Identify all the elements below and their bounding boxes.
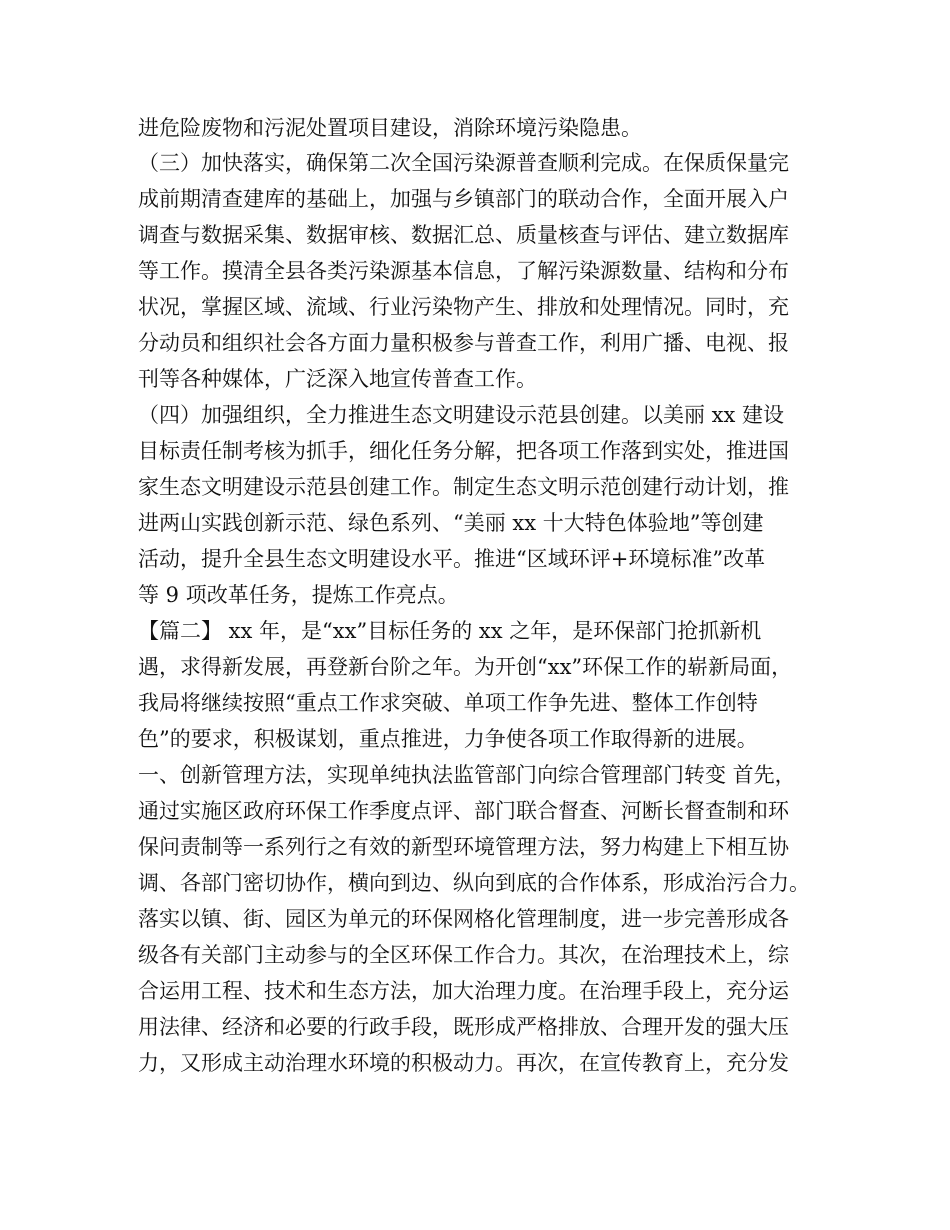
text-line: 遇，求得新发展，再登新台阶之年。为开创“xx”环保工作的崭新局面， <box>138 655 793 679</box>
text-line: 等 9 项改革任务，提炼工作亮点。 <box>138 583 459 607</box>
text-line: 落实以镇、街、园区为单元的环保网格化管理制度，进一步完善形成各 <box>138 907 789 931</box>
text-line: 成前期清查建库的基础上，加强与乡镇部门的联动合作，全面开展入户 <box>138 187 789 211</box>
text-line: 合运用工程、技术和生态方法，加大治理力度。在治理手段上，充分运 <box>138 979 789 1003</box>
text-line: 保问责制等一系列行之有效的新型环境管理方法，努力构建上下相互协 <box>138 835 789 859</box>
text-line: 状况，掌握区域、流域、行业污染物产生、排放和处理情况。同时，充 <box>138 295 789 319</box>
text-line: 力，又形成主动治理水环境的积极动力。再次，在宣传教育上，充分发 <box>138 1051 789 1075</box>
text-line: 通过实施区政府环保工作季度点评、部门联合督查、河断长督查制和环 <box>138 799 789 823</box>
text-line: 分动员和组织社会各方面力量积极参与普查工作，利用广播、电视、报 <box>138 331 789 355</box>
text-line: 进危险废物和污泥处置项目建设，消除环境污染隐患。 <box>138 116 642 140</box>
text-line: 一、创新管理方法，实现单纯执法监管部门向综合管理部门转变 首先， <box>138 763 796 787</box>
text-line: 色”的要求，积极谋划，重点推进，力争使各项工作取得新的进展。 <box>138 727 758 751</box>
text-line: 用法律、经济和必要的行政手段，既形成严格排放、合理开发的强大压 <box>138 1015 789 1039</box>
text-line: 目标责任制考核为抓手，细化任务分解，把各项工作落到实处，推进国 <box>138 439 789 463</box>
text-line: 调、各部门密切协作，横向到边、纵向到底的合作体系，形成治污合力。 <box>138 871 810 895</box>
text-line: （三）加快落实，确保第二次全国污染源普查顺利完成。在保质保量完 <box>138 151 789 175</box>
text-line: 家生态文明建设示范县创建工作。制定生态文明示范创建行动计划，推 <box>138 475 789 499</box>
text-line: 活动，提升全县生态文明建设水平。推进“区域环评+环境标准”改革 <box>138 547 766 571</box>
text-line: 我局将继续按照“重点工作求突破、单项工作争先进、整体工作创特 <box>138 691 758 715</box>
text-line: 进两山实践创新示范、绿色系列、“美丽 xx 十大特色体验地”等创建 <box>138 511 764 535</box>
text-line: 等工作。摸清全县各类污染源基本信息，了解污染源数量、结构和分布 <box>138 259 789 283</box>
text-line: 【篇二】 xx 年，是“xx”目标任务的 xx 之年，是环保部门抢抓新机 <box>138 619 762 643</box>
text-line: 刊等各种媒体，广泛深入地宣传普查工作。 <box>138 367 537 391</box>
text-line: 调查与数据采集、数据审核、数据汇总、质量核查与评估、建立数据库 <box>138 223 789 247</box>
text-line: （四）加强组织，全力推进生态文明建设示范县创建。以美丽 xx 建设 <box>138 403 785 427</box>
text-line: 级各有关部门主动参与的全区环保工作合力。其次，在治理技术上，综 <box>138 943 789 967</box>
